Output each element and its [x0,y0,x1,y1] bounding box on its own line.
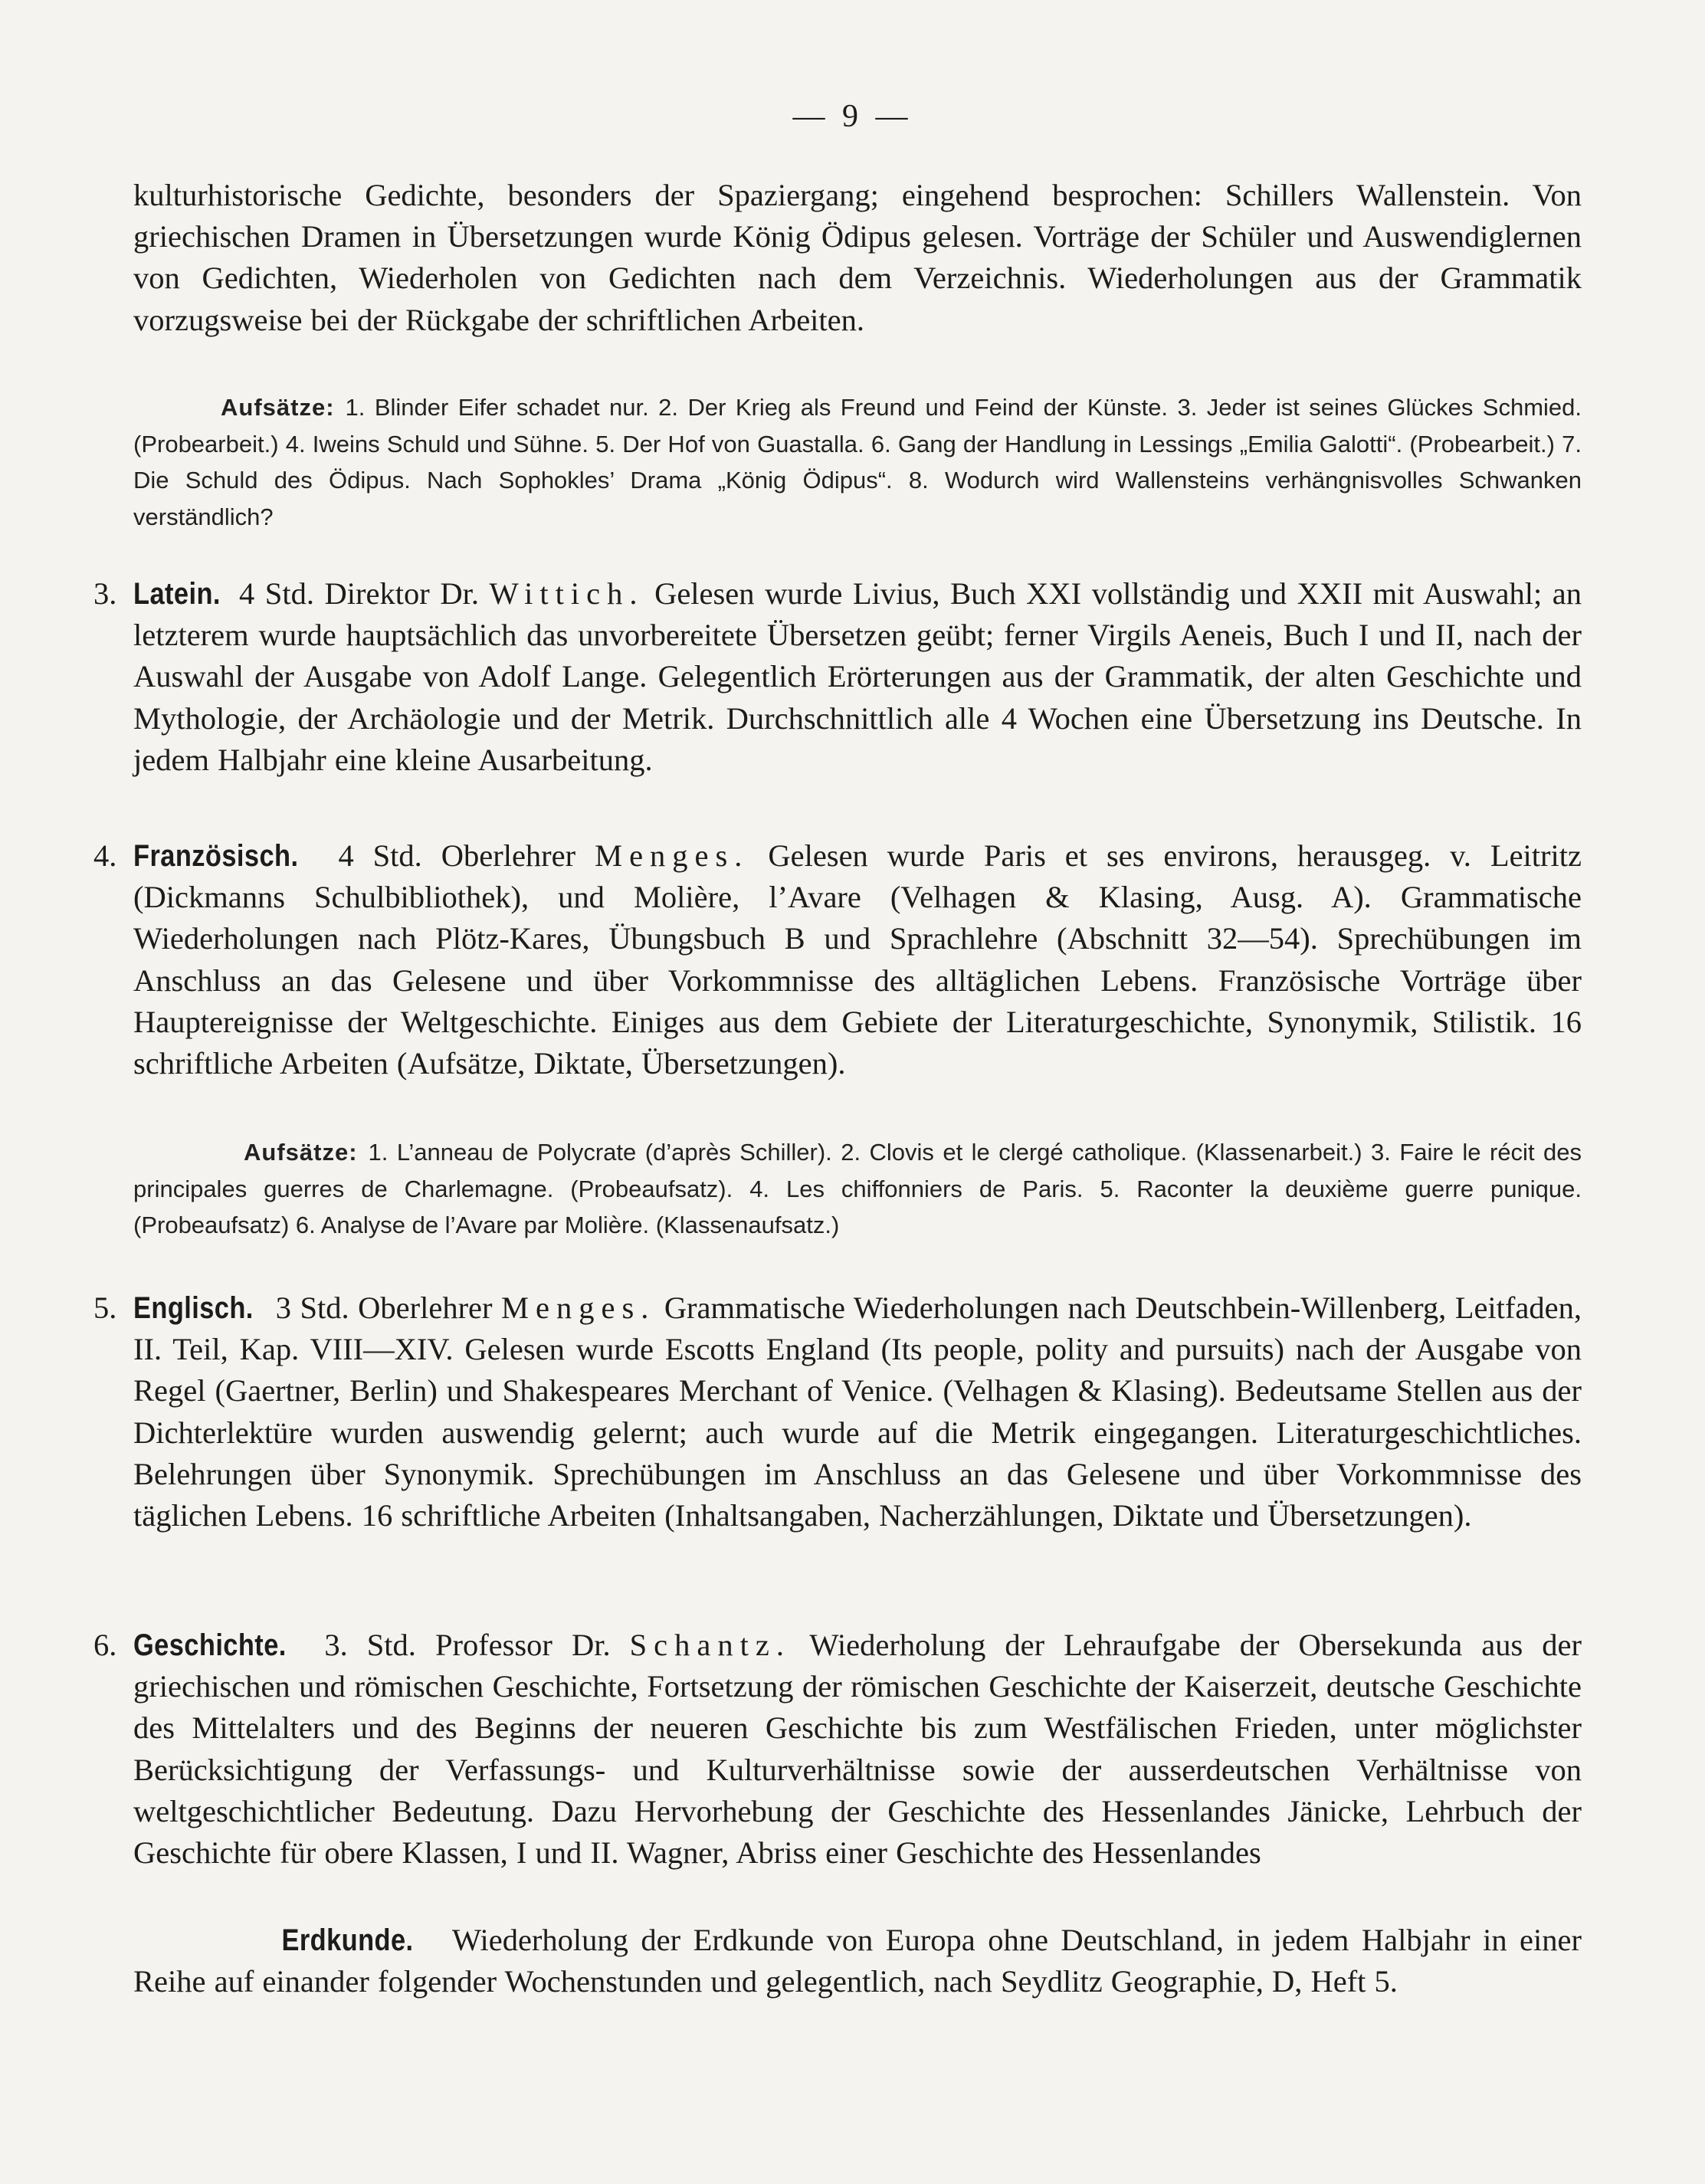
teacher-name: Menges. [595,838,749,873]
section-hours: 3 Std. [275,1290,349,1325]
teacher-title: Professor Dr. [434,1628,611,1662]
subject-heading: Latein. [133,577,221,611]
section-number: 3. [93,576,117,611]
section-paragraph [133,1625,1582,1874]
teacher-title: Oberlehrer [441,838,576,873]
section-text: Wiederholung der Lehraufgabe der Obersekunda aus der griechischen und römischen Geschichte, Fortsetzung der römischen Geschichte der Kaiserzeit, deutsche Geschichte des Mittelalters und des Beginns der neueren Geschichte bis zum Westfälischen Frieden, unter möglichster Berücksichtigung der Verfassungs- und Kulturverhältnisse sowie der ausserdeutschen Verhältnisse von weltgeschichtlicher Bedeutung. Dazu Hervorhebung der Geschichte des Hessenlandes Jänicke, Lehrbuch der Geschichte für obere Klassen, I und II. Wagner, Abriss einer Geschichte des Hessenlandes [133,1628,1582,1871]
teacher-title: Oberlehrer [358,1290,493,1325]
section-paragraph [133,1287,1582,1536]
section-number: 5. [93,1290,117,1325]
section-hours: 4 Std. [238,576,314,611]
section-hours: 3. Std. [324,1628,416,1662]
page-number: — 9 — [792,99,913,134]
aufsaetze-text: 1. Blinder Eifer schadet nur. 2. Der Krieg als Freund und Feind der Künste. 3. Jeder ist seines Glückes Schmied. (Probearbeit.) 4. Iweins Schuld und Sühne. 5. Der Hof von Guastalla. 6. Gang der Handlung in Lessings „Emilia Galotti“. (Probearbeit.) 7. Die Schuld des Ödipus. Nach Sophokles’ Drama „König Ödipus“. 8. Wodurch wird Wallensteins verhängnisvolles Schwanken verständlich? [133,394,1582,530]
section-erdkunde [133,1920,1582,2002]
aufsaetze-text: 1. L’anneau de Polycrate (d’après Schiller). 2. Clovis et le clergé catholique. (Klassenarbeit.) 3. Faire le récit des principales guerres de Charlemagne. (Probeaufsatz). 4. Les chiffonniers de Paris. 5. Raconter la deuxième guerre punique. (Probeaufsatz) 6. Analyse de l’Avare par Molière. (Klassenaufsatz.) [133,1139,1582,1238]
aufsaetze-label: Aufsätze: [221,394,335,421]
teacher-title: Direktor Dr. [324,576,479,611]
teacher-name: Schantz. [629,1628,791,1662]
subject-heading: Geschichte. [133,1628,287,1662]
section-hours: 4 Std. [338,838,422,873]
section-aufsaetze [133,1134,1582,1244]
intro-text: kulturhistorische Gedichte, besonders der Spaziergang; eingehend besprochen: Schillers Wallenstein. Von griechischen Dramen in Übersetzungen wurde König Ödipus gelesen. Vorträge der Schüler und Auswendiglernen von Gedichten, Wiederholen von Gedichten nach dem Verzeichnis. Wiederholungen aus der Grammatik vorzugsweise bei der Rückgabe der schriftlichen Arbeiten. [133,178,1582,337]
intro-paragraph [133,175,1582,341]
subject-heading: Englisch. [133,1291,254,1325]
section-number: 6. [93,1628,117,1662]
subject-heading: Erdkunde. [281,1923,414,1957]
subject-heading: Französisch. [133,839,299,873]
teacher-name: Wittich. [489,576,644,611]
section-text: Gelesen wurde Paris et ses environs, herausgeg. v. Leitritz (Dickmanns Schulbibliothek), und Molière, l’Avare (Velhagen & Klasing, Ausg. A). Grammatische Wiederholungen nach Plötz-Kares, Übungsbuch B und Sprachlehre (Abschnitt 32—54). Sprechübungen im Anschluss an das Gelesene und über Vorkommnisse des alltäglichen Lebens. Französische Vorträge über Hauptereignisse der Weltgeschichte. Einiges aus dem Gebiete der Literaturgeschichte, Synonymik, Stilistik. 16 schriftliche Arbeiten (Aufsätze, Diktate, Übersetzungen). [133,838,1582,1081]
section-number: 4. [93,838,117,873]
intro-aufsaetze [133,389,1582,535]
aufsaetze-label: Aufsätze: [244,1139,358,1166]
section-paragraph [133,573,1582,781]
teacher-name: Menges. [500,1290,656,1325]
section-text: Wiederholung der Erdkunde von Europa ohne Deutschland, in jedem Halbjahr in einer Reihe auf einander folgender Wochenstunden und gelegentlich, nach Seydlitz Geographie, D, Heft 5. [133,1923,1582,1999]
section-paragraph [133,835,1582,1084]
section-text: Grammatische Wiederholungen nach Deutschbein-Willenberg, Leitfaden, II. Teil, Kap. VIII—XIV. Gelesen wurde Escotts England (Its people, polity and pursuits) nach der Ausgabe von Regel (Gaertner, Berlin) und Shakespeares Merchant of Venice. (Velhagen & Klasing). Bedeutsame Stellen aus der Dichterlektüre wurden auswendig gelernt; auch wurde auf die Metrik eingegangen. Literaturgeschichtliches. Belehrungen über Synonymik. Sprechübungen im Anschluss an das Gelesene und über Vorkommnisse des täglichen Lebens. 16 schriftliche Arbeiten (Inhaltsangaben, Nacherzählungen, Diktate und Übersetzungen). [133,1290,1582,1533]
section-text: Gelesen wurde Livius, Buch XXI vollständig und XXII mit Auswahl; an letzterem wurde hauptsächlich das unvorbereitete Übersetzen geübt; ferner Virgils Aeneis, Buch I und II, nach der Auswahl der Ausgabe von Adolf Lange. Gelegentlich Erörterungen aus der Grammatik, der alten Geschichte und Mythologie, der Archäologie und der Metrik. Durchschnittlich alle 4 Wochen eine Übersetzung ins Deutsche. In jedem Halbjahr eine kleine Ausarbeitung. [133,576,1582,777]
